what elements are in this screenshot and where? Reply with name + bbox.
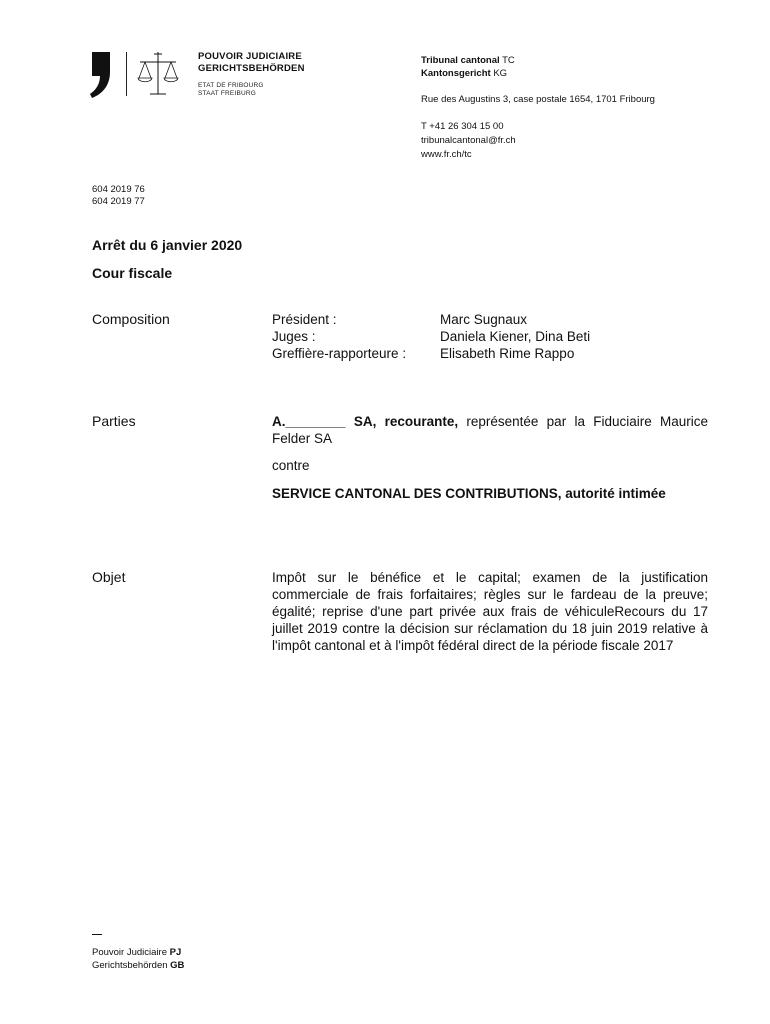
organization-name (198, 51, 305, 75)
name-president: Marc Sugnaux (440, 312, 528, 327)
role-clerk: Greffière-rapporteure : (272, 346, 407, 361)
object-text: Impôt sur le bénéfice et le capital; examen de la justification commerciale de frais forfaitaires; règles sur le fardeau de la preuve; égalité; reprise d'une part privée aux frais de véhiculeRecours du 17 juillet 2019 contre la décision sur réclamation du 18 juin 2019 relative à l'impôt cantonal et à l'impôt fédéral direct de la période fiscale 2017 (272, 570, 708, 653)
court-address: Rue des Augustins 3, case postale 1654, 1701 Fribourg (421, 94, 655, 105)
court-de-name: Kantonsgericht (421, 68, 491, 79)
court-contact (421, 120, 516, 162)
role-judges: Juges : (272, 329, 316, 344)
scales-of-justice-icon (136, 50, 180, 98)
parties-label: Parties (92, 413, 136, 429)
org-sub-line-2: STAAT FREIBURG (198, 90, 257, 97)
court-email[interactable]: tribunalcantonal@fr.ch (421, 135, 516, 146)
respondent: SERVICE CANTONAL DES CONTRIBUTIONS, autorité intimée (272, 486, 666, 501)
logo-divider (126, 52, 127, 96)
composition-names (440, 311, 590, 362)
appellant-name: A.________ SA, recourante, (272, 414, 459, 429)
court-section: Cour fiscale (92, 265, 173, 281)
court-name (421, 54, 515, 80)
footer-divider (92, 934, 102, 935)
fribourg-comma-logo-icon (90, 52, 112, 98)
case-reference: 604 2019 76 (92, 184, 145, 195)
composition-label: Composition (92, 311, 170, 327)
footer-line-2-abbr: GB (170, 960, 185, 971)
footer-line-1: Pouvoir Judiciaire (92, 947, 167, 958)
appellant (272, 413, 708, 447)
appellant-representation: représentée par la Fiduciaire Maurice Felder SA (272, 414, 708, 446)
court-fr-name: Tribunal cantonal (421, 55, 500, 66)
footer-line-1-abbr: PJ (169, 947, 182, 958)
judgment-title: Arrêt du 6 janvier 2020 (92, 237, 243, 253)
name-judges: Daniela Kiener, Dina Beti (440, 329, 591, 344)
object-label: Objet (92, 569, 126, 585)
organization-state (198, 82, 264, 98)
versus-text: contre (272, 458, 310, 473)
composition-roles (272, 311, 406, 362)
footer-line-2: Gerichtsbehörden (92, 960, 168, 971)
court-phone: T +41 26 304 15 00 (421, 121, 504, 132)
court-website[interactable]: www.fr.ch/tc (421, 149, 472, 160)
case-reference: 604 2019 77 (92, 196, 145, 207)
role-president: Président : (272, 312, 337, 327)
court-fr-abbr: TC (502, 55, 515, 66)
case-references (92, 184, 145, 208)
org-line-2: GERICHTSBEHÖRDEN (198, 63, 305, 74)
org-line-1: POUVOIR JUDICIAIRE (198, 51, 302, 62)
org-sub-line-1: ETAT DE FRIBOURG (198, 82, 264, 89)
name-clerk: Elisabeth Rime Rappo (440, 346, 575, 361)
court-de-abbr: KG (493, 68, 508, 79)
footer (92, 946, 184, 972)
